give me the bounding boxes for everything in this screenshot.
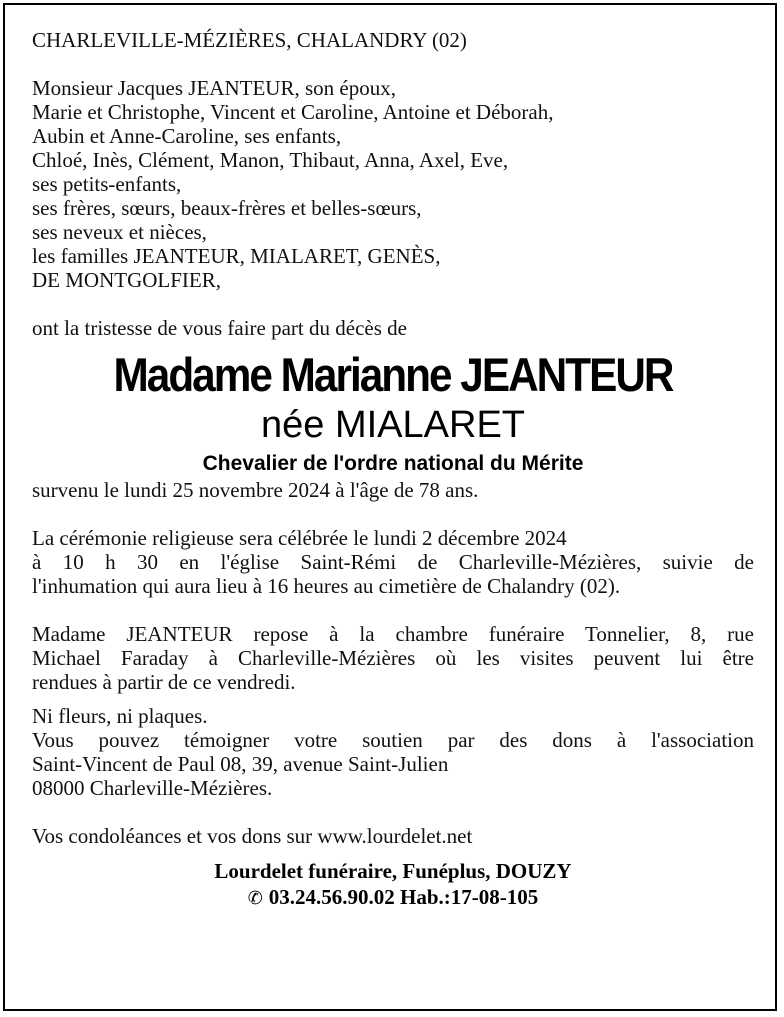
family-line: les familles JEANTEUR, MIALARET, GENÈS, bbox=[32, 244, 441, 268]
flowers-line: Saint-Vincent de Paul 08, 39, avenue Saint-Julien bbox=[32, 752, 449, 776]
phone-number: 03.24.56.90.02 Hab.:17-08-105 bbox=[268, 885, 539, 909]
family-line: ses neveux et nièces, bbox=[32, 220, 207, 244]
location-heading: CHARLEVILLE-MÉZIÈRES, CHALANDRY (02) bbox=[32, 28, 467, 52]
deceased-name: Madame Marianne JEANTEUR bbox=[113, 348, 673, 401]
family-line: Chloé, Inès, Clément, Manon, Thibaut, Anna, Axel, Eve, bbox=[32, 148, 509, 172]
family-line: ses frères, sœurs, beaux-frères et belles-sœurs, bbox=[32, 196, 422, 220]
obituary-notice bbox=[32, 28, 754, 912]
family-line: Marie et Christophe, Vincent et Caroline, Antoine et Déborah, bbox=[32, 100, 554, 124]
funeral-home-name: Lourdelet funéraire, Funéplus, DOUZY bbox=[214, 859, 572, 883]
honor-title: Chevalier de l'ordre national du Mérite bbox=[202, 452, 584, 475]
flowers-line: Ni fleurs, ni plaques. bbox=[32, 704, 208, 728]
family-line: ses petits-enfants, bbox=[32, 172, 182, 196]
family-list bbox=[32, 76, 754, 292]
rest-line: Michael Faraday à Charleville-Mézières où les visites peuvent lui être bbox=[32, 646, 754, 670]
flowers-line: 08000 Charleville-Mézières. bbox=[32, 776, 273, 800]
phone-icon: ✆ bbox=[247, 888, 263, 909]
family-line: Aubin et Anne-Caroline, ses enfants, bbox=[32, 124, 342, 148]
rest-paragraph bbox=[32, 622, 754, 694]
ceremony-line: l'inhumation qui aura lieu à 16 heures au cimetière de Chalandry (02). bbox=[32, 574, 621, 598]
rest-line: rendues à partir de ce vendredi. bbox=[32, 670, 296, 694]
condolences-text: Vos condoléances et vos dons sur www.lourdelet.net bbox=[32, 824, 473, 848]
announcement-text: ont la tristesse de vous faire part du décès de bbox=[32, 316, 407, 340]
family-line: DE MONTGOLFIER, bbox=[32, 268, 221, 292]
maiden-name: née MIALARET bbox=[261, 404, 525, 446]
flowers-paragraph bbox=[32, 704, 754, 800]
funeral-home-footer bbox=[32, 858, 754, 912]
rest-line: Madame JEANTEUR repose à la chambre funéraire Tonnelier, 8, rue bbox=[32, 622, 754, 646]
ceremony-line: à 10 h 30 en l'église Saint-Rémi de Charleville-Mézières, suivie de bbox=[32, 550, 754, 574]
family-line: Monsieur Jacques JEANTEUR, son époux, bbox=[32, 76, 396, 100]
death-date: survenu le lundi 25 novembre 2024 à l'âge de 78 ans. bbox=[32, 478, 479, 502]
flowers-line: Vous pouvez témoigner votre soutien par des dons à l'association bbox=[32, 728, 754, 752]
ceremony-line: La cérémonie religieuse sera célébrée le lundi 2 décembre 2024 bbox=[32, 526, 567, 550]
contact-line bbox=[32, 884, 754, 912]
ceremony-paragraph bbox=[32, 526, 754, 598]
